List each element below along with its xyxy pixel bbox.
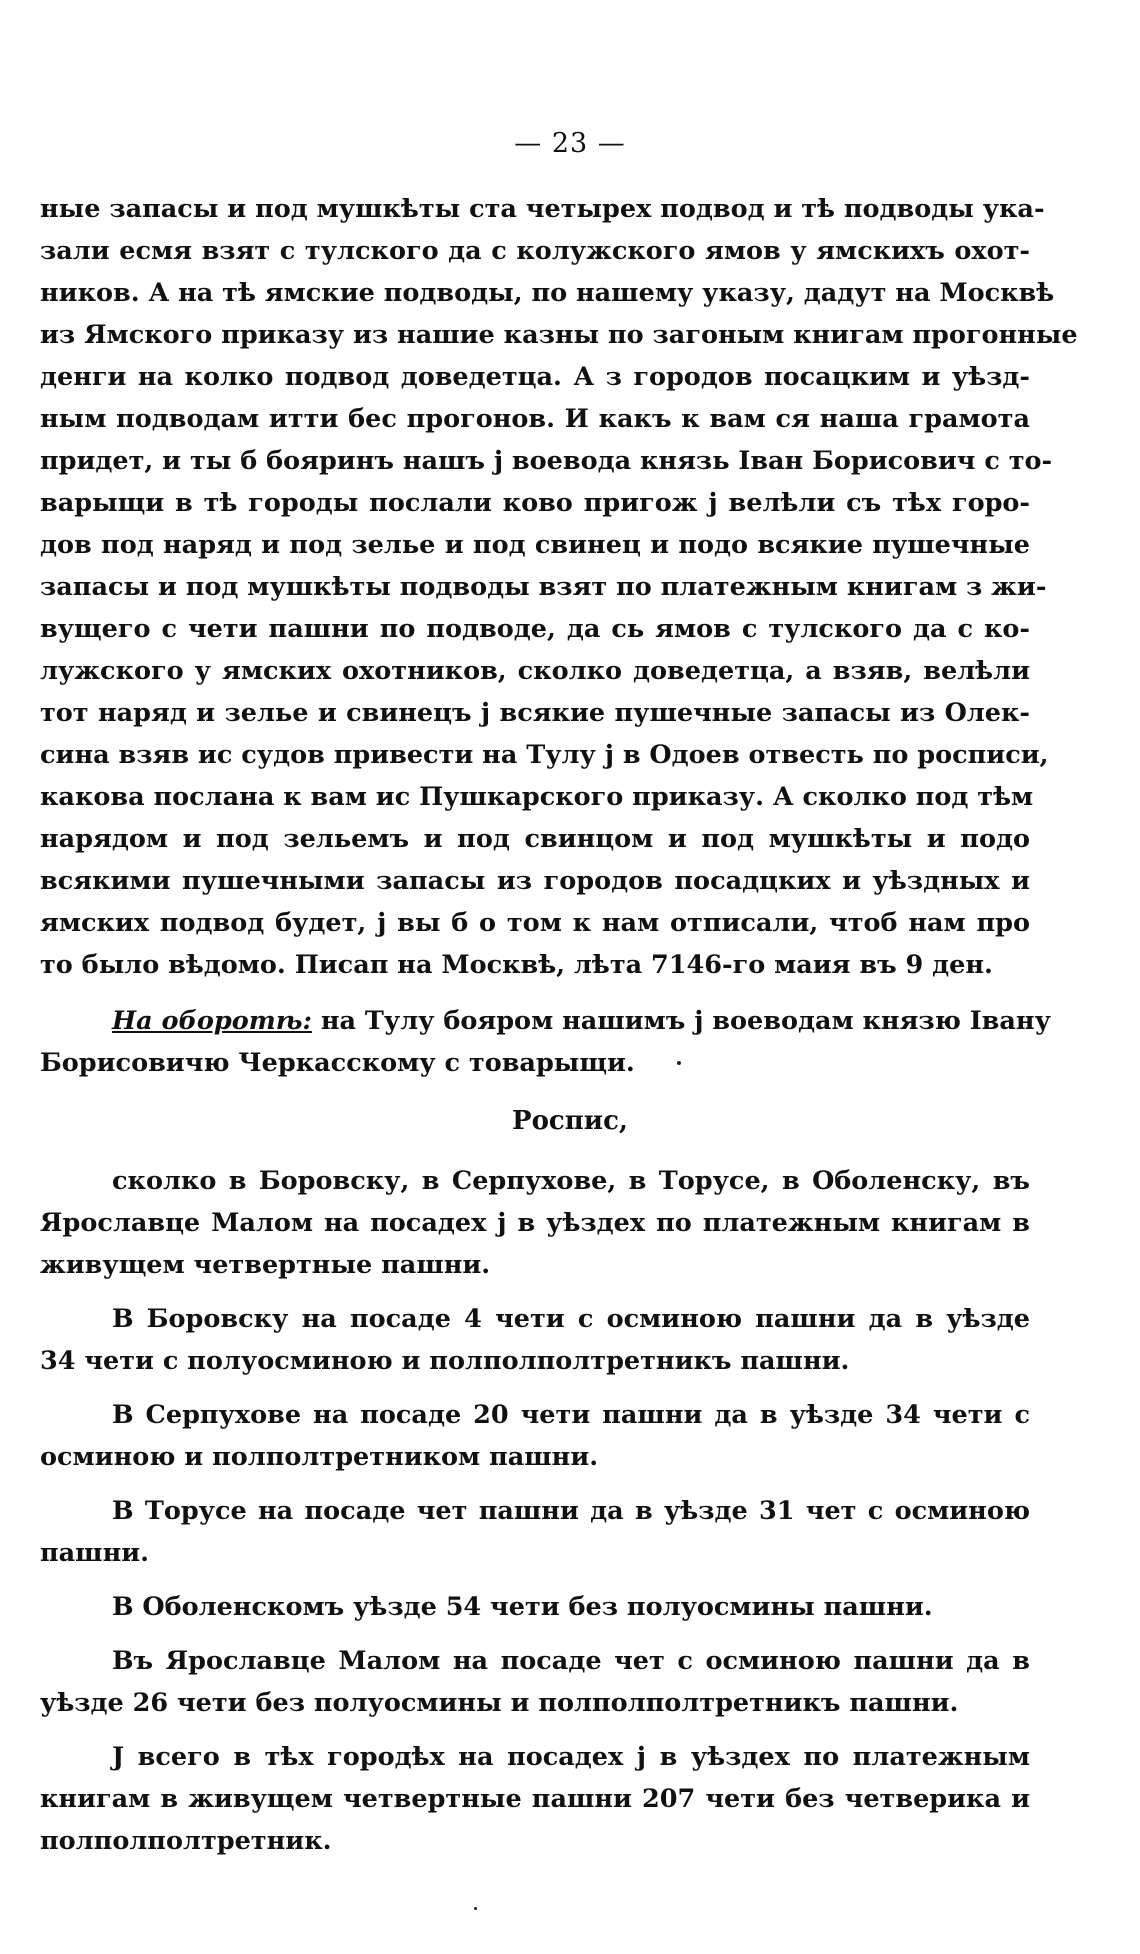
listing-paragraph: [40, 1160, 1030, 1286]
text-line: ные запасы и под мушкѣты ста четырех подвод и тѣ подводы ука-: [40, 194, 1045, 224]
text-line: живущем четвертные пашни.: [40, 1250, 491, 1280]
text-line: зали есмя взят с тулского да с колужского ямов у ямскихъ охот-: [40, 236, 1030, 266]
stray-mark: [474, 1907, 477, 1910]
text-line: В Боровску на посаде 4 чети с осминою пашни да в уѣзде: [112, 1304, 1030, 1334]
text-line: уѣзде 26 чети без полуосмины и полполполтретникъ пашни.: [40, 1688, 959, 1718]
stray-mark: [677, 1061, 681, 1065]
text-line: сина взяв ис судов привести на Тулу ј в Одоев отвесть по росписи,: [40, 740, 1049, 770]
text-line: запасы и под мушкѣты подводы взят по платежным книгам з жи-: [40, 572, 1047, 602]
text-line: книгам в живущем четвертные пашни 207 чети без четверика и: [40, 1784, 1030, 1814]
section-heading: Роспис,: [512, 1106, 628, 1136]
text-line: дов под наряд и под зелье и под свинец и подо всякие пушечные: [40, 530, 1030, 560]
endorsement-line-2: Борисовичю Черкасскому с товарыщи.: [40, 1048, 635, 1078]
listing-paragraph: [40, 1640, 1030, 1724]
page-number: — 23 —: [514, 128, 626, 159]
listing-paragraph: [40, 1298, 1030, 1382]
text-line: вущего с чети пашни по подводе, да сь ямов с тулского да с ко-: [40, 614, 1030, 644]
listing-paragraph: [40, 1736, 1030, 1862]
text-line: нарядом и под зельемъ и под свинцом и под мушкѣты и подо: [40, 824, 1030, 854]
text-line: Ярославце Малом на посадех ј в уѣздех по платежным книгам в: [40, 1208, 1030, 1238]
endorsement-line-1: [40, 1000, 1051, 1042]
text-line: В Оболенскомъ уѣзде 54 чети без полуосмины пашни.: [112, 1592, 933, 1622]
text-line: лужского у ямских охотников, сколко доведетца, а взяв, велѣли: [40, 656, 1030, 686]
endorsement-text: на Тулу бояром нашимъ ј воеводам князю Івану: [320, 1006, 1051, 1036]
text-line: В Серпухове на посаде 20 чети пашни да в уѣзде 34 чети с: [112, 1400, 1030, 1430]
endorsement-label: На оборотѣ:: [112, 1006, 312, 1036]
text-line: пашни.: [40, 1538, 150, 1568]
text-line: осминою и полполтретником пашни.: [40, 1442, 599, 1472]
text-line: Въ Ярославце Малом на посаде чет с осминою пашни да в: [112, 1646, 1030, 1676]
text-line: Ј всего в тѣх городѣх на посадех ј в уѣздех по платежным: [112, 1742, 1030, 1772]
text-line: ямских подвод будет, ј вы б о том к нам отписали, чтоб нам про: [40, 908, 1030, 938]
text-line: придет, и ты б бояринъ нашъ ј воевода князь Іван Борисович с то-: [40, 446, 1053, 476]
text-line: денги на колко подвод доведетца. А з городов посацким и уѣзд-: [40, 362, 1030, 392]
listing-paragraph: [40, 1394, 1030, 1478]
listing-paragraph: [40, 1586, 1030, 1628]
text-line: сколко в Боровску, в Серпухове, в Торусе, в Оболенску, въ: [112, 1166, 1030, 1196]
letter-text: [40, 188, 1078, 986]
listing-paragraph: [40, 1490, 1030, 1574]
text-line: полполполтретник.: [40, 1826, 332, 1856]
text-line: тот наряд и зелье и свинецъ ј всякие пушечные запасы из Олек-: [40, 698, 1030, 728]
text-line: ным подводам итти бес прогонов. И какъ к вам ся наша грамота: [40, 404, 1030, 434]
text-line: какова послана к вам ис Пушкарского приказу. А сколко под тѣм: [40, 782, 1034, 812]
text-line: из Ямского приказу из нашие казны по загоным книгам прогонные: [40, 320, 1078, 350]
text-line: В Торусе на посаде чет пашни да в уѣзде 31 чет с осминою: [112, 1496, 1030, 1526]
listing-text: [40, 1160, 1030, 1874]
text-line: варыщи в тѣ городы послали ково пригож ј велѣли съ тѣх горо-: [40, 488, 1030, 518]
text-line: ников. А на тѣ ямские подводы, по нашему указу, дадут на Москвѣ: [40, 278, 1055, 308]
text-line: 34 чети с полуосминою и полполполтретникъ пашни.: [40, 1346, 850, 1376]
text-line: всякими пушечными запасы из городов посадцких и уѣздных и: [40, 866, 1030, 896]
text-line: то было вѣдомо. Писап на Москвѣ, лѣта 7146-го маия въ 9 ден.: [40, 950, 993, 980]
endorsement: [40, 1000, 1051, 1084]
